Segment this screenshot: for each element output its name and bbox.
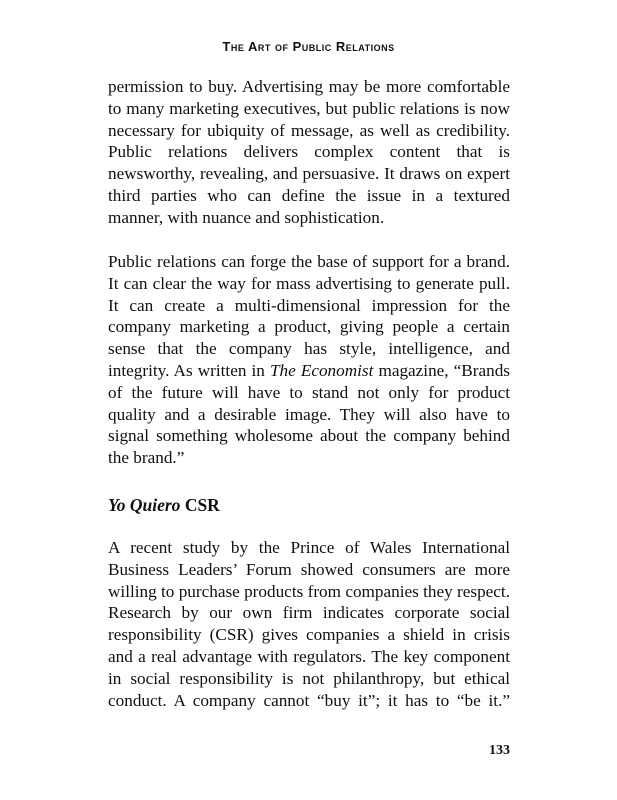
section-heading-italic: Yo Quiero: [108, 495, 181, 515]
section-heading-plain: CSR: [184, 495, 220, 515]
body-paragraph: [108, 251, 510, 469]
body-paragraph: A recent study by the Prince of Wales International Business Leaders’ Forum showed consumers are more willing to purchase products from companies they respect. Research by our own firm indicates corporate social responsibility (CSR) gives companies a shield in crisis and a real advantage with regulators. The key component in social responsibility is not philanthropy, but ethical conduct. A company cannot “buy it”; it has to “be it.”: [108, 538, 510, 710]
running-head: The Art of Public Relations: [222, 39, 395, 54]
paragraph-text: Public relations can forge the base of support for a brand. It can clear the way for mass advertising to generate pull. It can create a multi-dimensional impression for the company marketing a product, giving people a certain sense that the company has style, intelligence, and integrity. As written in: [108, 252, 510, 380]
page-number: 133: [489, 743, 510, 758]
section-heading: [108, 494, 220, 516]
paragraph-text: magazine, “Brands of the future will have to stand not only for product quality and a desirable image. They will also have to signal something wholesome about the company behind the brand.”: [108, 360, 510, 468]
body-paragraph: permission to buy. Advertising may be more comfortable to many marketing executives, but public relations is now necessary for ubiquity of message, as well as credibility. Public relations delivers complex content that is newsworthy, revealing, and persuasive. It draws on expert third parties who can define the issue in a textured manner, with nuance and sophistication.: [108, 77, 510, 227]
publication-title: The Economist: [269, 360, 374, 380]
